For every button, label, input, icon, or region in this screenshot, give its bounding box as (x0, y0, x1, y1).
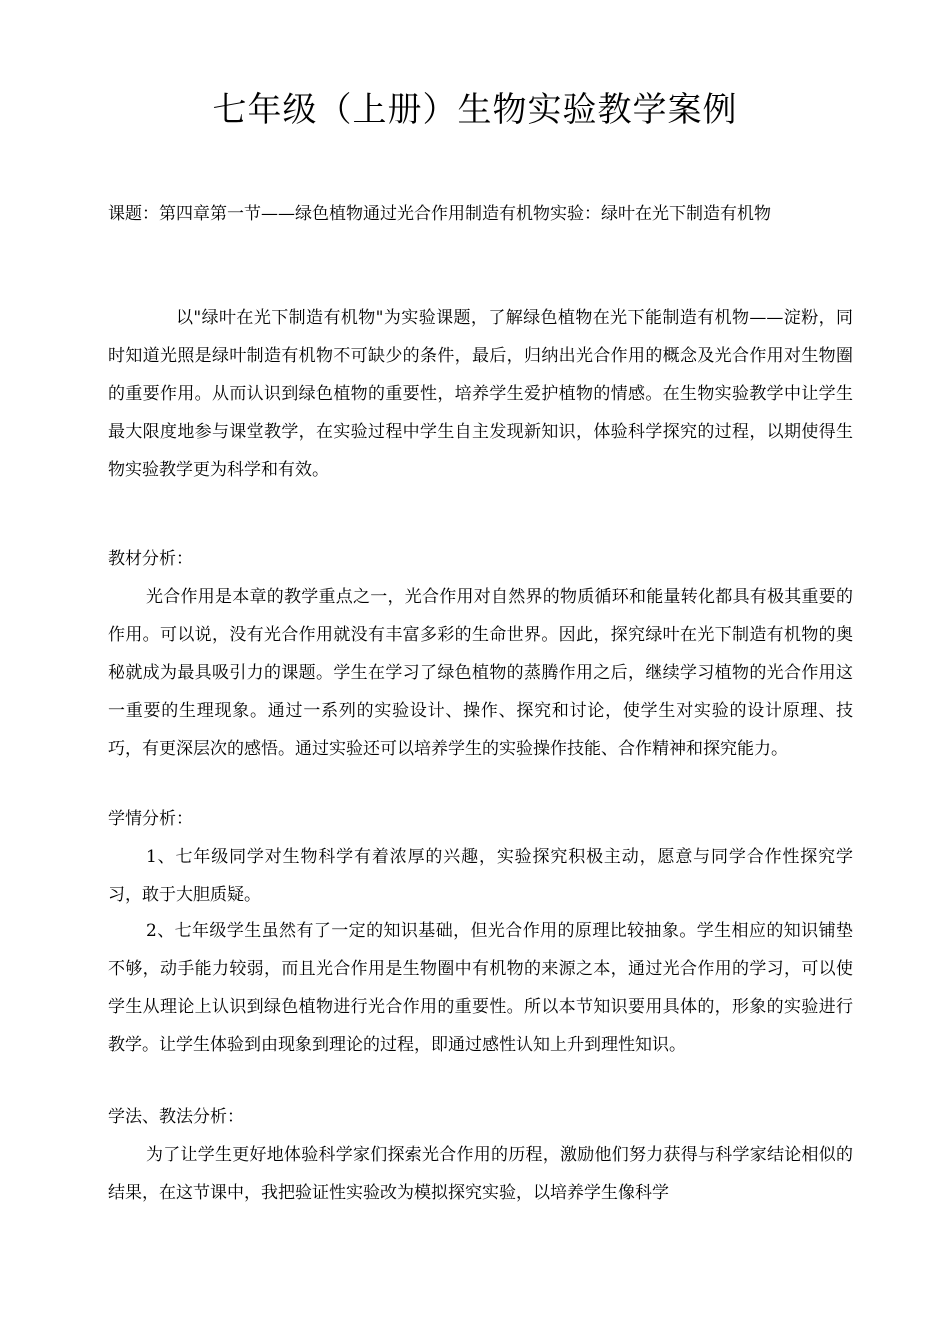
student-analysis-item-2: 2、七年级学生虽然有了一定的知识基础，但光合作用的原理比较抽象。学生相应的知识铺垫不够，动手能力较弱，而且光合作用是生物圈中有机物的来源之本，通过光合作用的学习，可以使学生从理论上认识到绿色植物进行光合作用的重要性。所以本节知识要用具体的，形象的实验进行教学。让学生体验到由现象到理论的过程，即通过感性认知上升到理性知识。 (108, 921, 853, 1055)
method-analysis-paragraph: 为了让学生更好地体验科学家们探索光合作用的历程，激励他们努力获得与科学家结论相似的结果，在这节课中，我把验证性实验改为模拟探究实验，以培养学生像科学 (108, 1145, 853, 1203)
section-heading-textbook-analysis: 教材分析： (108, 549, 193, 569)
topic-line: 课题：第四章第一节——绿色植物通过光合作用制造有机物实验：绿叶在光下制造有机物 (108, 204, 771, 224)
section-heading-method-analysis: 学法、教法分析： (108, 1107, 244, 1127)
textbook-analysis-paragraph: 光合作用是本章的教学重点之一，光合作用对自然界的物质循环和能量转化都具有极其重要的作用。可以说，没有光合作用就没有丰富多彩的生命世界。因此，探究绿叶在光下制造有机物的奥秘就成为最具吸引力的课题。学生在学习了绿色植物的蒸腾作用之后，继续学习植物的光合作用这一重要的生理现象。通过一系列的实验设计、操作、探究和讨论，使学生对实验的设计原理、技巧，有更深层次的感悟。通过实验还可以培养学生的实验操作技能、合作精神和探究能力。 (108, 587, 853, 759)
student-analysis-item-1: 1、七年级同学对生物科学有着浓厚的兴趣，实验探究积极主动，愿意与同学合作性探究学习，敢于大胆质疑。 (108, 847, 853, 905)
document-title: 七年级（上册）生物实验教学案例 (212, 90, 738, 130)
section-heading-student-analysis: 学情分析： (108, 809, 193, 829)
intro-paragraph: 以"绿叶在光下制造有机物"为实验课题，了解绿色植物在光下能制造有机物——淀粉，同时知道光照是绿叶制造有机物不可缺少的条件，最后，归纳出光合作用的概念及光合作用对生物圈的重要作用。从而认识到绿色植物的重要性，培养学生爱护植物的情感。在生物实验教学中让学生最大限度地参与课堂教学，在实验过程中学生自主发现新知识，体验科学探究的过程，以期使得生物实验教学更为科学和有效。 (108, 308, 853, 480)
